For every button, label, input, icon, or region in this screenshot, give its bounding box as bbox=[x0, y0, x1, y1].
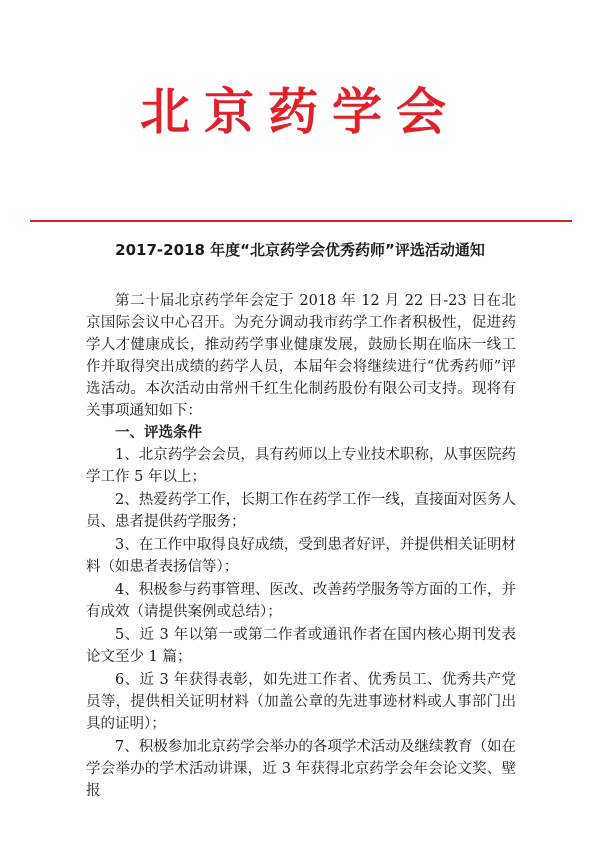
intro-paragraph: 第二十届北京药学年会定于 2018 年 12 月 22 日-23 日在北京国际会议中心召开。为充分调动我市药学工作者积极性，促进药学人才健康成长，推动药学事业健康发展，鼓励长期在临床一线工作并取得突出成绩的药学人员，本届年会将继续进行“优秀药师”评选活动。本次活动由常州千红生化制药股份有限公司支持。现将有关事项通知如下： bbox=[86, 293, 516, 419]
section-heading-criteria: 一、评选条件 bbox=[115, 425, 202, 441]
condition-item-5: 5、近 3 年以第一或第二作者或通讯作者在国内核心期刊发表论文至少 1 篇； bbox=[86, 627, 516, 665]
condition-item-6: 6、近 3 年获得表彰，如先进工作者、优秀员工、优秀共产党员等，提供相关证明材料（加盖公章的先进事迹材料或人事部门出具的证明）； bbox=[86, 672, 516, 732]
notice-body bbox=[86, 290, 516, 803]
condition-item-1: 1、北京药学会会员，具有药师以上专业技术职称，从事医院药学工作 5 年以上； bbox=[86, 447, 516, 485]
red-divider-line bbox=[30, 220, 572, 222]
notice-title: 2017-2018 年度“北京药学会优秀药师”评选活动通知 bbox=[115, 241, 485, 259]
condition-item-3: 3、在工作中取得良好成绩，受到患者好评，并提供相关证明材料（如患者表扬信等）； bbox=[86, 537, 516, 575]
organization-masthead: 北京药学会 bbox=[140, 82, 460, 141]
condition-item-7: 7、积极参加北京药学会举办的各项学术活动及继续教育（如在学会举办的学术活动讲课，近 3 年获得北京药学会年会论文奖、壁报 bbox=[86, 739, 516, 799]
condition-item-4: 4、积极参与药事管理、医改、改善药学服务等方面的工作，并有成效（请提供案例或总结）； bbox=[86, 582, 516, 620]
condition-item-2: 2、热爱药学工作，长期工作在药学工作一线，直接面对医务人员、患者提供药学服务； bbox=[86, 492, 516, 530]
